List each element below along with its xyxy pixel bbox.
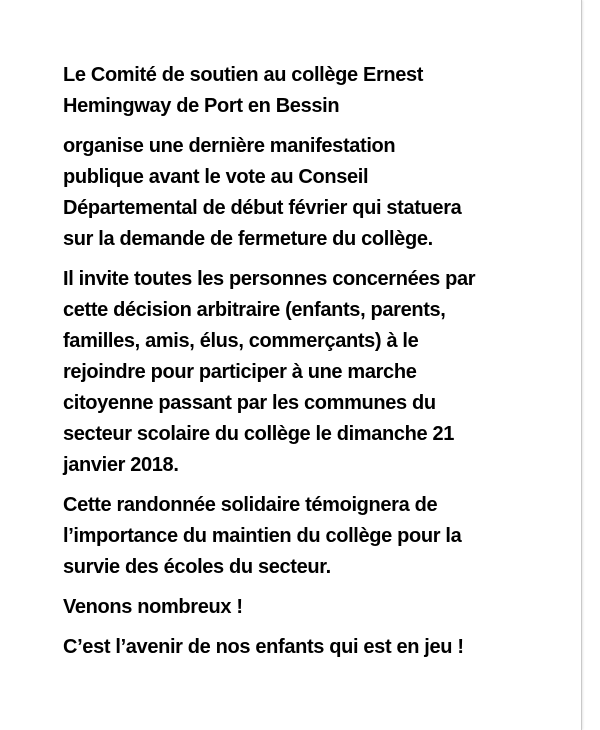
paragraph-closing: C’est l’avenir de nos enfants qui est en jeu ! xyxy=(63,636,464,658)
paragraph-manifestation: organise une dernière manifestation publique avant le vote au Conseil Départemental de début février qui statuera sur la demande de fermeture du collège. xyxy=(63,135,462,250)
paragraph-invitation: Il invite toutes les personnes concernées par cette décision arbitraire (enfants, parents, familles, amis, élus, commerçants) à le rejoindre pour participer à une marche citoyenne passant par les communes du secteur scolaire du collège le dimanche 21 janvier 2018. xyxy=(63,268,476,476)
paragraph-solidarity-walk: Cette randonnée solidaire témoignera de l’importance du maintien du collège pour la survie des écoles du secteur. xyxy=(63,494,462,578)
document-body xyxy=(63,60,568,672)
paragraph-committee: Le Comité de soutien au collège Ernest Hemingway de Port en Bessin xyxy=(63,64,424,117)
paragraph-call-to-action: Venons nombreux ! xyxy=(63,596,243,618)
